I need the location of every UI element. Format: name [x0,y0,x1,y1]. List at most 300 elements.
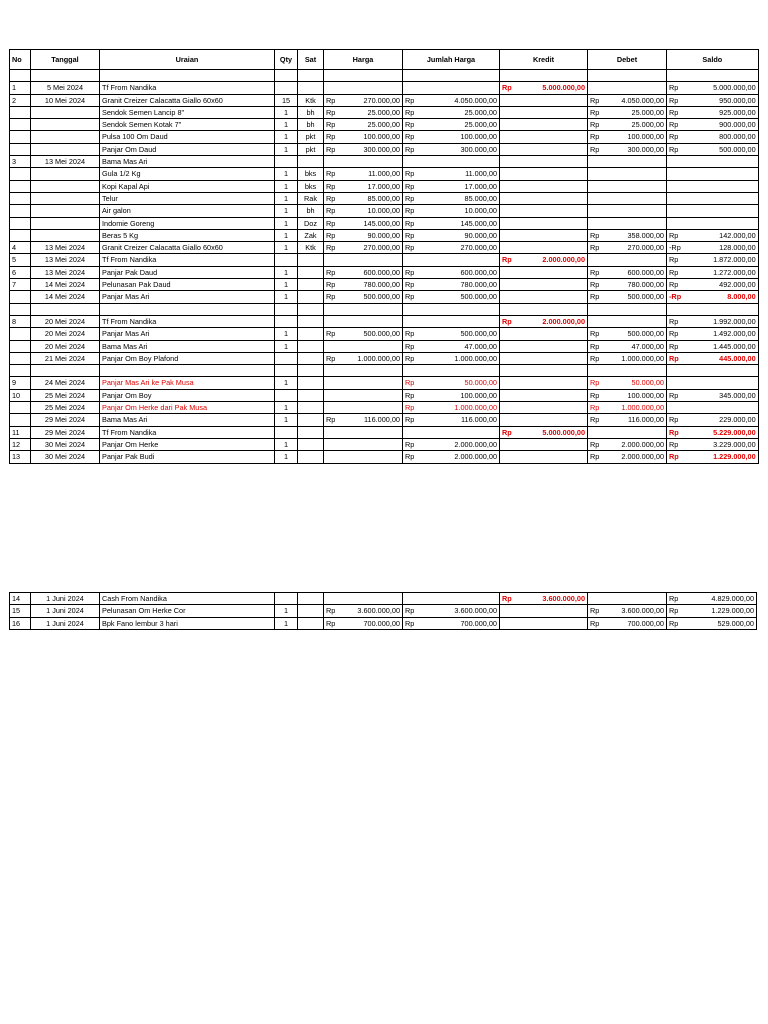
cell-harga-currency [324,451,336,463]
cell-debet [601,70,667,82]
cell-tanggal: 29 Mei 2024 [31,414,100,426]
cell-harga-currency [324,377,336,389]
cell-debet-currency [588,217,601,229]
cell-saldo: 900.000,00 [681,119,758,131]
cell-saldo: 950.000,00 [681,94,758,106]
table-row [10,131,759,143]
cell-tanggal: 25 Mei 2024 [31,402,100,414]
cell-debet-currency: Rp [588,340,601,352]
table-row [10,168,759,180]
cell-saldo: 800.000,00 [681,131,758,143]
cell-qty [275,365,298,377]
cell-jumlah-harga: 3.600.000,00 [416,605,500,617]
cell-debet: 116.000,00 [601,414,667,426]
cell-harga: 500.000,00 [336,328,403,340]
cell-uraian: Air galon [100,205,275,217]
cell-tanggal [31,229,100,241]
cell-qty [275,254,298,266]
cell-kredit-currency [500,291,513,303]
cell-kredit [513,180,588,192]
cell-kredit: 5.000.000,00 [513,82,588,94]
cell-debet-currency: Rp [588,279,601,291]
cell-harga-currency: Rp [324,94,336,106]
cell-sat [298,402,324,414]
cell-sat [298,605,324,617]
cell-saldo-currency: Rp [667,106,682,118]
cell-debet: 47.000,00 [601,340,667,352]
table-row [10,205,759,217]
table-row [10,242,759,254]
cell-debet-currency: Rp [588,389,601,401]
cell-kredit-currency [500,414,513,426]
cell-debet: 600.000,00 [601,266,667,278]
cell-uraian: Panjar Pak Budi [100,451,275,463]
cell-tanggal: 13 Mei 2024 [31,266,100,278]
cell-kredit-currency [500,605,513,617]
table-row [10,426,759,438]
cell-tanggal [31,143,100,155]
cell-jumlah-harga: 145.000,00 [416,217,500,229]
cell-qty [275,426,298,438]
cell-harga: 500.000,00 [336,291,403,303]
cell-qty: 1 [275,229,298,241]
header-jumlah-harga: Jumlah Harga [403,50,500,70]
cell-uraian: Pulsa 100 Om Daud [100,131,275,143]
cell-debet: 1.000.000,00 [601,352,667,364]
cell-kredit [513,605,588,617]
cell-jumlah-harga-currency: Rp [403,106,416,118]
cell-saldo-currency: Rp [667,389,682,401]
cell-jumlah-harga: 25.000,00 [416,119,500,131]
cell-sat [298,254,324,266]
cell-qty [275,156,298,168]
table-row [10,365,759,377]
cell-qty: 15 [275,94,298,106]
cell-qty: 1 [275,143,298,155]
cell-debet [601,254,667,266]
cell-saldo: 1.272.000,00 [681,266,758,278]
cell-kredit: 3.600.000,00 [513,593,588,605]
cell-sat: bks [298,180,324,192]
cell-no: 7 [10,279,31,291]
cell-jumlah-harga-currency: Rp [403,605,416,617]
cell-debet-currency: Rp [588,291,601,303]
cell-qty: 1 [275,131,298,143]
cell-jumlah-harga: 100.000,00 [416,131,500,143]
cell-debet: 700.000,00 [601,617,667,629]
cell-sat [298,340,324,352]
cell-tanggal: 25 Mei 2024 [31,389,100,401]
cell-saldo: 1.445.000,00 [681,340,758,352]
cell-saldo-currency [667,180,682,192]
ledger-table-june [9,592,757,630]
cell-debet-currency: Rp [588,119,601,131]
cell-debet-currency [588,192,601,204]
cell-jumlah-harga [416,315,500,327]
cell-kredit-currency [500,266,513,278]
cell-tanggal [31,119,100,131]
cell-harga-currency: Rp [324,180,336,192]
cell-qty: 1 [275,279,298,291]
cell-debet [601,156,667,168]
cell-harga: 700.000,00 [336,617,403,629]
cell-saldo [681,156,758,168]
cell-saldo-currency: Rp [667,279,682,291]
table-row [10,389,759,401]
cell-harga [336,82,403,94]
cell-kredit [513,438,588,450]
cell-saldo: 8.000,00 [681,291,758,303]
cell-kredit [513,94,588,106]
table-row [10,254,759,266]
cell-saldo-currency: -Rp [667,291,682,303]
cell-no: 1 [10,82,31,94]
cell-tanggal: 10 Mei 2024 [31,94,100,106]
cell-jumlah-harga [416,303,500,315]
cell-no [10,229,31,241]
cell-qty: 1 [275,605,298,617]
cell-debet [601,315,667,327]
cell-debet-currency: Rp [588,94,601,106]
cell-no [10,168,31,180]
cell-uraian: Tf From Nandika [100,315,275,327]
table-row [10,106,759,118]
cell-harga [336,593,403,605]
cell-harga-currency: Rp [324,291,336,303]
cell-harga [336,303,403,315]
cell-no [10,131,31,143]
cell-kredit-currency [500,94,513,106]
cell-uraian: Pelunasan Om Herke Cor [100,605,275,617]
cell-no: 16 [10,617,31,629]
cell-sat [298,377,324,389]
cell-kredit-currency [500,617,513,629]
cell-saldo [681,377,758,389]
cell-tanggal: 13 Mei 2024 [31,254,100,266]
cell-no: 9 [10,377,31,389]
cell-harga-currency [324,402,336,414]
cell-harga [336,451,403,463]
cell-kredit-currency [500,168,513,180]
cell-harga: 25.000,00 [336,106,403,118]
header-uraian: Uraian [100,50,275,70]
cell-no [10,217,31,229]
cell-kredit [513,192,588,204]
table-row [10,156,759,168]
cell-kredit [513,266,588,278]
cell-qty: 1 [275,192,298,204]
cell-kredit-currency [500,352,513,364]
cell-saldo-currency: Rp [667,254,682,266]
cell-debet-currency [588,168,601,180]
cell-kredit-currency [500,217,513,229]
cell-harga: 270.000,00 [336,94,403,106]
cell-uraian: Cash From Nandika [100,593,275,605]
table-row [10,70,759,82]
cell-no [10,119,31,131]
cell-tanggal: 5 Mei 2024 [31,82,100,94]
cell-saldo-currency [667,377,682,389]
cell-uraian: Tf From Nandika [100,82,275,94]
cell-uraian: Panjar Om Herke [100,438,275,450]
cell-harga-currency: Rp [324,266,336,278]
cell-saldo: 229.000,00 [681,414,758,426]
cell-jumlah-harga-currency: Rp [403,131,416,143]
cell-jumlah-harga-currency: Rp [403,389,416,401]
cell-saldo-currency: Rp [667,340,682,352]
cell-no: 6 [10,266,31,278]
cell-qty [275,315,298,327]
cell-saldo-currency: Rp [667,94,682,106]
cell-jumlah-harga-currency: Rp [403,402,416,414]
cell-harga [336,377,403,389]
cell-harga: 300.000,00 [336,143,403,155]
table-row [10,192,759,204]
table-row [10,217,759,229]
cell-saldo: 500.000,00 [681,143,758,155]
cell-kredit [513,389,588,401]
cell-saldo-currency: -Rp [667,242,682,254]
cell-harga: 780.000,00 [336,279,403,291]
cell-debet [601,593,667,605]
table-row [10,315,759,327]
cell-saldo: 1.229.000,00 [681,451,758,463]
cell-tanggal: 1 Juni 2024 [31,617,100,629]
cell-uraian: Panjar Pak Daud [100,266,275,278]
cell-tanggal [31,365,100,377]
cell-saldo-currency [667,168,682,180]
cell-debet [601,205,667,217]
cell-debet: 2.000.000,00 [601,438,667,450]
header-tanggal: Tanggal [31,50,100,70]
cell-kredit [513,131,588,143]
cell-saldo-currency: Rp [667,605,680,617]
cell-uraian: Panjar Om Daud [100,143,275,155]
cell-debet-currency [588,254,601,266]
cell-kredit-currency [500,365,513,377]
cell-jumlah-harga: 11.000,00 [416,168,500,180]
cell-jumlah-harga: 600.000,00 [416,266,500,278]
cell-kredit: 5.000.000,00 [513,426,588,438]
cell-harga-currency: Rp [324,192,336,204]
cell-no: 11 [10,426,31,438]
header-sat: Sat [298,50,324,70]
cell-qty: 1 [275,451,298,463]
cell-jumlah-harga: 500.000,00 [416,328,500,340]
header-row [10,50,759,70]
cell-debet-currency: Rp [588,328,601,340]
cell-harga: 85.000,00 [336,192,403,204]
cell-jumlah-harga-currency: Rp [403,205,416,217]
cell-saldo-currency: Rp [667,593,680,605]
header-no: No [10,50,31,70]
cell-saldo-currency [667,70,682,82]
table-row [10,143,759,155]
cell-sat [298,70,324,82]
cell-debet [601,303,667,315]
cell-jumlah-harga-currency [403,365,416,377]
cell-jumlah-harga: 17.000,00 [416,180,500,192]
cell-kredit-currency [500,119,513,131]
cell-qty: 1 [275,217,298,229]
cell-debet: 500.000,00 [601,328,667,340]
cell-kredit-currency: Rp [500,593,513,605]
cell-jumlah-harga: 270.000,00 [416,242,500,254]
cell-sat [298,315,324,327]
table-row [10,94,759,106]
cell-kredit-currency: Rp [500,315,513,327]
cell-jumlah-harga-currency: Rp [403,168,416,180]
cell-tanggal: 29 Mei 2024 [31,426,100,438]
cell-harga: 3.600.000,00 [336,605,403,617]
cell-saldo [681,402,758,414]
cell-tanggal: 13 Mei 2024 [31,156,100,168]
cell-jumlah-harga: 1.000.000,00 [416,352,500,364]
cell-harga-currency [324,389,336,401]
cell-qty: 1 [275,617,298,629]
cell-no [10,414,31,426]
cell-debet [601,180,667,192]
cell-tanggal: 24 Mei 2024 [31,377,100,389]
cell-tanggal: 20 Mei 2024 [31,340,100,352]
cell-tanggal [31,106,100,118]
cell-debet-currency [588,82,601,94]
cell-harga [336,340,403,352]
cell-no: 14 [10,593,31,605]
cell-uraian: Sendok Semen Lancip 8" [100,106,275,118]
cell-jumlah-harga: 500.000,00 [416,291,500,303]
cell-harga-currency: Rp [324,106,336,118]
table-row [10,229,759,241]
cell-sat: Ktk [298,242,324,254]
table-row [10,340,759,352]
cell-uraian: Granit Creizer Calacatta Giallo 60x60 [100,242,275,254]
cell-uraian: Tf From Nandika [100,254,275,266]
cell-harga-currency [324,426,336,438]
cell-saldo [681,168,758,180]
cell-kredit-currency [500,328,513,340]
cell-jumlah-harga [416,365,500,377]
cell-qty: 1 [275,119,298,131]
cell-uraian: Bama Mas Ari [100,156,275,168]
cell-uraian: Panjar Om Boy Plafond [100,352,275,364]
cell-harga-currency: Rp [324,168,336,180]
cell-saldo: 529.000,00 [680,617,757,629]
cell-saldo: 1.492.000,00 [681,328,758,340]
header-kredit: Kredit [500,50,588,70]
cell-no [10,291,31,303]
cell-qty: 1 [275,340,298,352]
cell-tanggal: 30 Mei 2024 [31,451,100,463]
cell-uraian: Bama Mas Ari [100,340,275,352]
cell-qty: 1 [275,180,298,192]
cell-uraian: Panjar Om Herke dari Pak Musa [100,402,275,414]
cell-sat [298,291,324,303]
cell-kredit [513,414,588,426]
cell-kredit [513,106,588,118]
table-row [10,279,759,291]
cell-jumlah-harga-currency: Rp [403,143,416,155]
cell-jumlah-harga-currency: Rp [403,340,416,352]
cell-harga-currency: Rp [324,205,336,217]
cell-debet-currency: Rp [588,414,601,426]
cell-debet: 25.000,00 [601,119,667,131]
cell-tanggal [31,217,100,229]
cell-uraian: Granit Creizer Calacatta Giallo 60x60 [100,94,275,106]
cell-sat [298,389,324,401]
cell-kredit-currency: Rp [500,254,513,266]
table-row [10,180,759,192]
cell-saldo-currency: Rp [667,82,682,94]
cell-harga [336,315,403,327]
cell-tanggal: 14 Mei 2024 [31,279,100,291]
cell-saldo: 1.992.000,00 [681,315,758,327]
cell-saldo: 4.829.000,00 [680,593,757,605]
cell-jumlah-harga-currency: Rp [403,266,416,278]
cell-qty: 1 [275,328,298,340]
cell-saldo [681,303,758,315]
table-row [10,414,759,426]
cell-kredit-currency [500,377,513,389]
cell-kredit [513,402,588,414]
cell-debet-currency: Rp [588,266,601,278]
cell-jumlah-harga-currency: Rp [403,94,416,106]
ledger-body-may [10,70,759,464]
cell-debet: 4.050.000,00 [601,94,667,106]
cell-jumlah-harga-currency: Rp [403,279,416,291]
cell-harga-currency: Rp [324,414,336,426]
cell-kredit-currency [500,438,513,450]
cell-kredit [513,291,588,303]
cell-sat [298,451,324,463]
table-row [10,438,759,450]
cell-debet-currency [588,315,601,327]
cell-uraian: Bama Mas Ari [100,414,275,426]
cell-harga: 1.000.000,00 [336,352,403,364]
cell-no [10,70,31,82]
cell-no [10,402,31,414]
cell-sat [298,438,324,450]
cell-no [10,303,31,315]
cell-harga [336,438,403,450]
cell-debet-currency [588,205,601,217]
cell-no: 13 [10,451,31,463]
cell-harga: 100.000,00 [336,131,403,143]
cell-harga-currency: Rp [324,143,336,155]
cell-kredit-currency [500,131,513,143]
cell-tanggal [31,131,100,143]
cell-jumlah-harga-currency: Rp [403,617,416,629]
cell-jumlah-harga: 1.000.000,00 [416,402,500,414]
cell-debet: 2.000.000,00 [601,451,667,463]
cell-debet-currency [588,426,601,438]
cell-sat [298,328,324,340]
cell-harga-currency: Rp [324,279,336,291]
cell-debet-currency: Rp [588,106,601,118]
cell-kredit [513,340,588,352]
cell-harga-currency: Rp [324,131,336,143]
cell-tanggal: 20 Mei 2024 [31,328,100,340]
cell-no [10,143,31,155]
cell-uraian: Panjar Mas Ari [100,328,275,340]
cell-harga [336,156,403,168]
cell-uraian: Panjar Mas Ari [100,291,275,303]
cell-qty [275,70,298,82]
cell-jumlah-harga [416,593,500,605]
cell-harga: 10.000,00 [336,205,403,217]
cell-sat: Zak [298,229,324,241]
cell-harga [336,254,403,266]
